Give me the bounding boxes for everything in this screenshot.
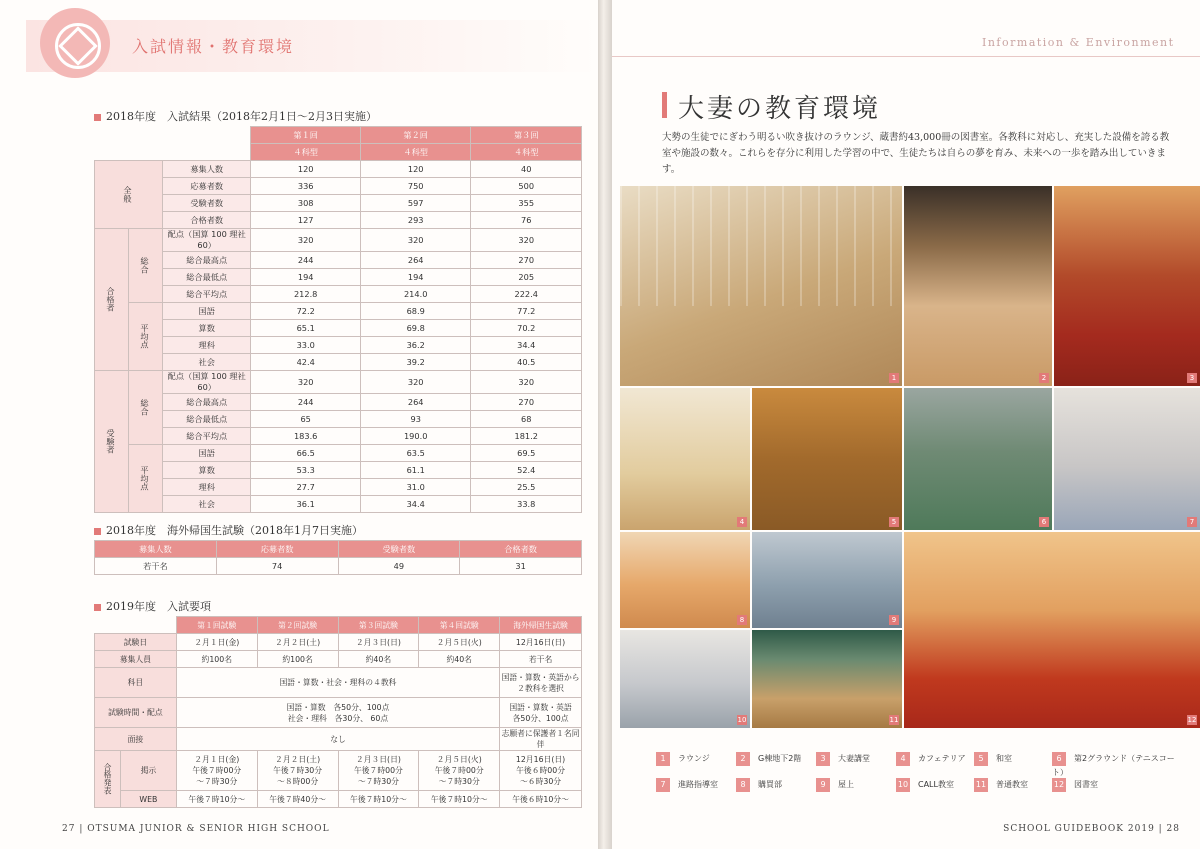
cell: 244 bbox=[251, 252, 361, 269]
row-label: 応募者数 bbox=[163, 178, 251, 195]
cell: 31.0 bbox=[360, 479, 471, 496]
cell: 25.5 bbox=[471, 479, 582, 496]
right-page bbox=[612, 0, 1200, 849]
photo-gym bbox=[904, 186, 1052, 386]
section-header-title: 入試情報・教育環境 bbox=[132, 37, 295, 56]
legend-number: 1 bbox=[656, 752, 670, 766]
legend-item bbox=[736, 752, 801, 766]
legend-item bbox=[816, 752, 870, 766]
row-label: 理科 bbox=[163, 337, 251, 354]
cell: 志願者に保護者１名同伴 bbox=[501, 729, 580, 749]
legend-number: 5 bbox=[974, 752, 988, 766]
cell: 183.6 bbox=[251, 428, 361, 445]
group-label: 合格発表 bbox=[95, 751, 121, 808]
cell: 190.0 bbox=[360, 428, 471, 445]
cell: 33.0 bbox=[251, 337, 361, 354]
legend-item bbox=[656, 752, 710, 766]
right-header-label: Information & Environment bbox=[982, 36, 1175, 49]
photo-library bbox=[904, 532, 1200, 728]
footer-left: 27 | OTSUMA JUNIOR & SENIOR HIGH SCHOOL bbox=[62, 824, 330, 834]
returnee-2018-table bbox=[94, 540, 582, 575]
row-label: 算数 bbox=[163, 462, 251, 479]
legend-label: 第2グラウンド（テニスコート） bbox=[1052, 754, 1175, 777]
cell: 77.2 bbox=[471, 303, 582, 320]
legend-item bbox=[974, 778, 1028, 792]
row-label: 試験日 bbox=[95, 634, 177, 651]
cell: 12月16日(日) 午後６時00分 ～６時30分 bbox=[500, 751, 582, 791]
cell: なし bbox=[176, 728, 499, 751]
subgroup-label: 平均点 bbox=[129, 445, 163, 513]
cell: 33.8 bbox=[471, 496, 582, 513]
photo-number: 10 bbox=[737, 716, 747, 724]
cell: 午後７時10分～ bbox=[338, 791, 419, 808]
legend-label: 普通教室 bbox=[996, 780, 1028, 789]
cell: 181.2 bbox=[471, 428, 582, 445]
cell: 222.4 bbox=[471, 286, 582, 303]
group-label: 全般 bbox=[95, 161, 163, 229]
cell: 214.0 bbox=[360, 286, 471, 303]
cell: 約40名 bbox=[338, 651, 419, 668]
cell: 39.2 bbox=[360, 354, 471, 371]
cell: 42.4 bbox=[251, 354, 361, 371]
header-rule bbox=[612, 56, 1200, 57]
cell: 597 bbox=[360, 195, 471, 212]
row-label: 配点（国算 100 理社 60） bbox=[163, 229, 251, 252]
col-head: 第１回試験 bbox=[176, 617, 257, 634]
cell: 68.9 bbox=[360, 303, 471, 320]
photo-japanese-room bbox=[752, 388, 902, 530]
returnee-2018-title bbox=[94, 522, 363, 538]
group-label: 合格者 bbox=[95, 229, 129, 371]
cell: 264 bbox=[360, 394, 471, 411]
row-label: 総合最低点 bbox=[163, 411, 251, 428]
photo-number: 12 bbox=[1187, 716, 1197, 724]
cell: 若干名 bbox=[500, 651, 582, 668]
row-label: 総合最高点 bbox=[163, 252, 251, 269]
row-label: 総合平均点 bbox=[163, 428, 251, 445]
cell: ２月５日(火) bbox=[419, 634, 500, 651]
cell: 国語・算数・英語 各50分、100点 bbox=[500, 698, 582, 728]
legend-item bbox=[974, 752, 1012, 766]
photo-career-room bbox=[1054, 388, 1200, 530]
bullet-square-icon bbox=[94, 114, 101, 121]
row-label: 募集人員 bbox=[95, 651, 177, 668]
subgroup-label: 平均点 bbox=[129, 303, 163, 371]
results-2018-title-text: 2018年度 入試結果（2018年2月1日～2月3日実施） bbox=[106, 110, 377, 123]
cell: 国語・算数・英語から ２教科を選択 bbox=[500, 668, 582, 698]
col-head: 第４回試験 bbox=[419, 617, 500, 634]
legend-item bbox=[816, 778, 854, 792]
col-head: 第３回試験 bbox=[338, 617, 419, 634]
row-label: 科目 bbox=[95, 668, 177, 698]
legend-item bbox=[1052, 778, 1098, 792]
cell: ２月５日(火) 午後７時00分 ～７時30分 bbox=[419, 751, 500, 791]
intro-paragraph: 大勢の生徒でにぎわう明るい吹き抜けのラウンジ、蔵書約43,000冊の図書室。各教科に対応し、充実した設備を誇る教室や施設の数々。これらを存分に利用した学習の中で、生徒たちは自らの夢を育み、未来への一歩を踏み出していきます。 bbox=[662, 132, 1170, 175]
legend-label: 屋上 bbox=[838, 780, 854, 789]
cell: 49 bbox=[338, 558, 460, 575]
cell: 66.5 bbox=[251, 445, 361, 462]
legend-number: 11 bbox=[974, 778, 988, 792]
cell: 194 bbox=[251, 269, 361, 286]
legend-label: 大妻講堂 bbox=[838, 754, 870, 763]
cell: ２月２日(土) 午後７時30分 ～８時00分 bbox=[257, 751, 338, 791]
guide-2019-table bbox=[94, 616, 582, 808]
cell: 国語・算数 各50分、100点 社会・理科 各30分、 60点 bbox=[176, 698, 499, 728]
title-accent-bar bbox=[662, 92, 667, 118]
cell: 74 bbox=[216, 558, 338, 575]
row-label: 総合最高点 bbox=[163, 394, 251, 411]
photo-number: 6 bbox=[1039, 517, 1049, 527]
cell: 127 bbox=[251, 212, 361, 229]
photo-number: 7 bbox=[1187, 517, 1197, 527]
cell: 212.8 bbox=[251, 286, 361, 303]
cell: 270 bbox=[471, 394, 582, 411]
legend-label: CALL教室 bbox=[918, 780, 954, 789]
legend-number: 8 bbox=[736, 778, 750, 792]
cell: 205 bbox=[471, 269, 582, 286]
page-title: 大妻の教育環境 bbox=[678, 94, 882, 124]
row-label: 掲示 bbox=[120, 751, 176, 791]
legend-item bbox=[656, 778, 718, 792]
photo-number: 2 bbox=[1039, 373, 1049, 383]
header-band bbox=[26, 20, 598, 72]
legend-label: ラウンジ bbox=[678, 754, 710, 763]
cell: ２月３日(日) bbox=[338, 634, 419, 651]
photo-auditorium bbox=[1054, 186, 1200, 386]
row-label: 試験時間・配点 bbox=[95, 698, 177, 728]
guide-2019-title bbox=[94, 598, 211, 614]
cell: 53.3 bbox=[251, 462, 361, 479]
col-subhead: ４科型 bbox=[471, 144, 582, 161]
photo-number: 5 bbox=[889, 517, 899, 527]
cell: 36.2 bbox=[360, 337, 471, 354]
cell: ２月２日(土) bbox=[257, 634, 338, 651]
cell: 40 bbox=[471, 161, 582, 178]
photo-rooftop bbox=[752, 532, 902, 628]
cell: 93 bbox=[360, 411, 471, 428]
col-head: 第１回 bbox=[251, 127, 361, 144]
col-head: 第３回 bbox=[471, 127, 582, 144]
cell: 27.7 bbox=[251, 479, 361, 496]
cell: 午後６時10分～ bbox=[500, 791, 582, 808]
legend-number: 6 bbox=[1052, 752, 1066, 766]
cell: 72.2 bbox=[251, 303, 361, 320]
cell: ２月１日(金) bbox=[176, 634, 257, 651]
row-label: 国語 bbox=[163, 303, 251, 320]
subgroup-label: 総合 bbox=[129, 229, 163, 303]
col-head: 合格者数 bbox=[460, 541, 582, 558]
photo-lounge bbox=[620, 186, 902, 386]
cell: 34.4 bbox=[471, 337, 582, 354]
cell: 午後７時40分～ bbox=[257, 791, 338, 808]
footer-right: SCHOOL GUIDEBOOK 2019 | 28 bbox=[1003, 824, 1180, 834]
cell: 31 bbox=[460, 558, 582, 575]
legend-label: カフェテリア bbox=[918, 754, 966, 763]
legend-label: 図書室 bbox=[1074, 780, 1098, 789]
cell: 34.4 bbox=[360, 496, 471, 513]
cell: 約100名 bbox=[257, 651, 338, 668]
photo-number: 3 bbox=[1187, 373, 1197, 383]
photo-number: 9 bbox=[889, 615, 899, 625]
legend-number: 12 bbox=[1052, 778, 1066, 792]
left-page bbox=[0, 0, 598, 849]
lounge-frame-lines bbox=[620, 186, 902, 306]
photo-cafeteria bbox=[620, 388, 750, 530]
cell: 40.5 bbox=[471, 354, 582, 371]
legend-label: G棟地下2階 bbox=[758, 754, 802, 763]
col-head: 応募者数 bbox=[216, 541, 338, 558]
legend-label: 購買部 bbox=[758, 780, 782, 789]
cell: 320 bbox=[251, 229, 361, 252]
cell: 36.1 bbox=[251, 496, 361, 513]
group-label: 受験者 bbox=[95, 371, 129, 513]
cell: 120 bbox=[360, 161, 471, 178]
photo-tennis-court bbox=[904, 388, 1052, 530]
cell: 61.1 bbox=[360, 462, 471, 479]
row-label: WEB bbox=[120, 791, 176, 808]
row-label: 総合平均点 bbox=[163, 286, 251, 303]
photo-classroom bbox=[752, 630, 902, 728]
cell: 国語・算数・社会・理科の４教科 bbox=[176, 668, 499, 698]
cell: 70.2 bbox=[471, 320, 582, 337]
legend-item bbox=[1052, 752, 1186, 777]
cell: 308 bbox=[251, 195, 361, 212]
cell: 120 bbox=[251, 161, 361, 178]
photo-number: 8 bbox=[737, 615, 747, 625]
bullet-square-icon bbox=[94, 528, 101, 535]
row-label: 算数 bbox=[163, 320, 251, 337]
cell: 76 bbox=[471, 212, 582, 229]
bullet-square-icon bbox=[94, 604, 101, 611]
photo-store bbox=[620, 532, 750, 628]
cell: 若干名 bbox=[95, 558, 217, 575]
cell: 約40名 bbox=[419, 651, 500, 668]
photo-number: 1 bbox=[889, 373, 899, 383]
cell: 320 bbox=[360, 371, 471, 394]
photo-call-room bbox=[620, 630, 750, 728]
cell: 午後７時10分～ bbox=[419, 791, 500, 808]
legend-number: 7 bbox=[656, 778, 670, 792]
col-head: 募集人数 bbox=[95, 541, 217, 558]
row-label: 受験者数 bbox=[163, 195, 251, 212]
legend-item bbox=[896, 752, 966, 766]
cell: 68 bbox=[471, 411, 582, 428]
legend-number: 3 bbox=[816, 752, 830, 766]
cell: 320 bbox=[471, 229, 582, 252]
cell: 244 bbox=[251, 394, 361, 411]
row-label: 国語 bbox=[163, 445, 251, 462]
cell: 270 bbox=[471, 252, 582, 269]
cell: 69.8 bbox=[360, 320, 471, 337]
gutter bbox=[598, 0, 612, 849]
row-label: 募集人数 bbox=[163, 161, 251, 178]
cell: 320 bbox=[471, 371, 582, 394]
col-subhead: ４科型 bbox=[360, 144, 471, 161]
cell: 194 bbox=[360, 269, 471, 286]
legend-number: 2 bbox=[736, 752, 750, 766]
cell: 午後７時10分～ bbox=[176, 791, 257, 808]
cell: 320 bbox=[360, 229, 471, 252]
cell: ２月１日(金) 午後７時00分 ～７時30分 bbox=[176, 751, 257, 791]
legend-label: 和室 bbox=[996, 754, 1012, 763]
cell: 500 bbox=[471, 178, 582, 195]
cell: 63.5 bbox=[360, 445, 471, 462]
row-label: 社会 bbox=[163, 496, 251, 513]
cell: 750 bbox=[360, 178, 471, 195]
legend-number: 10 bbox=[896, 778, 910, 792]
results-2018-table bbox=[94, 126, 582, 513]
cell: ２月３日(日) 午後７時00分 ～７時30分 bbox=[338, 751, 419, 791]
cell: 12月16日(日) bbox=[500, 634, 582, 651]
legend-item bbox=[736, 778, 782, 792]
cell: 355 bbox=[471, 195, 582, 212]
legend-label: 進路指導室 bbox=[678, 780, 718, 789]
subgroup-label: 総合 bbox=[129, 371, 163, 445]
cell: 約100名 bbox=[176, 651, 257, 668]
results-2018-title bbox=[94, 108, 377, 124]
row-label: 総合最低点 bbox=[163, 269, 251, 286]
row-label: 面接 bbox=[95, 728, 177, 751]
cell: 65 bbox=[251, 411, 361, 428]
col-head: 受験者数 bbox=[338, 541, 460, 558]
cell: 65.1 bbox=[251, 320, 361, 337]
col-head: 第２回 bbox=[360, 127, 471, 144]
legend-number: 4 bbox=[896, 752, 910, 766]
legend-number: 9 bbox=[816, 778, 830, 792]
row-label: 理科 bbox=[163, 479, 251, 496]
legend-item bbox=[896, 778, 954, 792]
col-head: 第２回試験 bbox=[257, 617, 338, 634]
cell: 320 bbox=[251, 371, 361, 394]
col-subhead: ４科型 bbox=[251, 144, 361, 161]
photo-number: 11 bbox=[889, 716, 899, 724]
photo-number: 4 bbox=[737, 517, 747, 527]
row-label: 配点（国算 100 理社 60） bbox=[163, 371, 251, 394]
row-label: 社会 bbox=[163, 354, 251, 371]
cell: 69.5 bbox=[471, 445, 582, 462]
returnee-2018-title-text: 2018年度 海外帰国生試験（2018年1月7日実施） bbox=[106, 524, 363, 537]
guide-2019-title-text: 2019年度 入試要項 bbox=[106, 600, 211, 613]
cell: 293 bbox=[360, 212, 471, 229]
cell: 264 bbox=[360, 252, 471, 269]
cell: 52.4 bbox=[471, 462, 582, 479]
col-head: 海外帰国生試験 bbox=[500, 617, 582, 634]
row-label: 合格者数 bbox=[163, 212, 251, 229]
cell: 336 bbox=[251, 178, 361, 195]
